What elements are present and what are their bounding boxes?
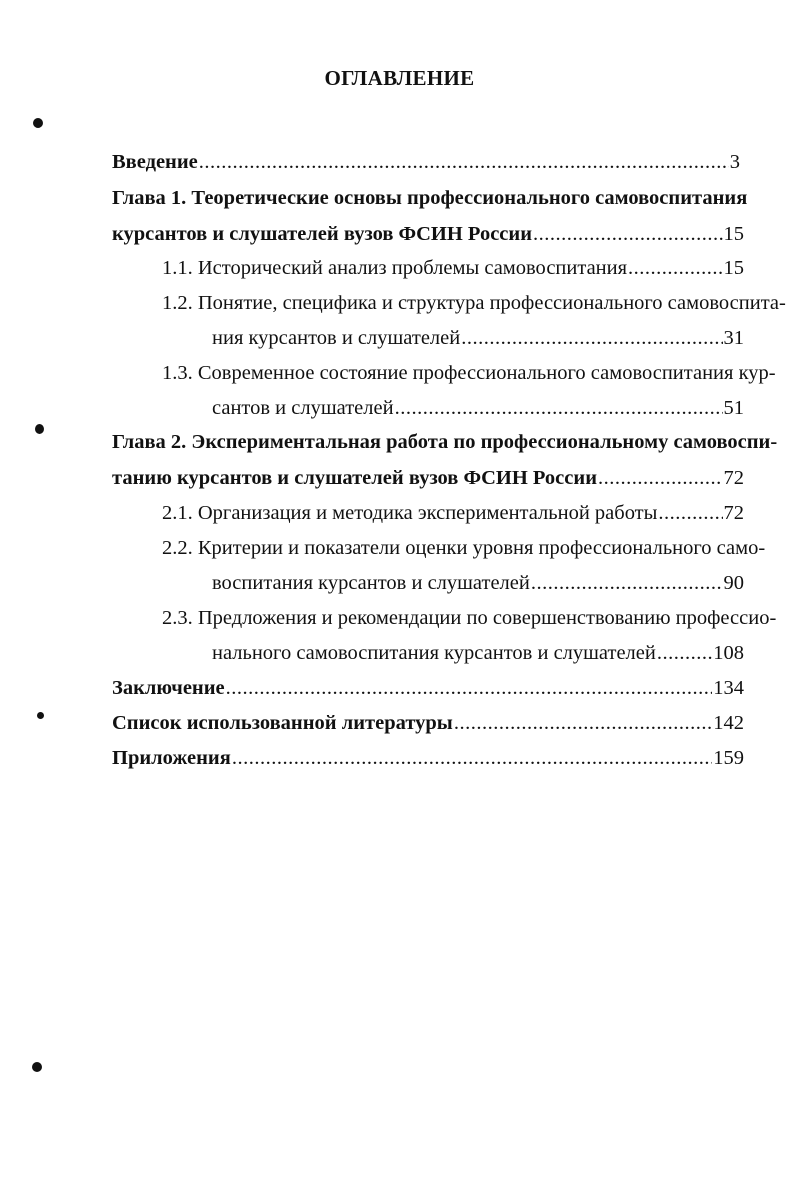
toc-entry-section-2-3[interactable] [212,639,744,667]
scan-mark [37,712,44,719]
toc-entry-chapter-2[interactable] [112,464,744,492]
toc-entry-intro[interactable] [112,148,740,176]
toc-entry-text: сантов и слушателей [212,397,394,419]
toc-entry-references[interactable] [112,709,744,737]
scan-mark [33,118,43,128]
toc-chapter-1-title[interactable]: Глава 1. Теоретические основы профессионального самовоспитания [112,187,748,209]
page-title: ОГЛАВЛЕНИЕ [324,66,475,90]
toc-entry-section-1-2[interactable] [212,324,744,352]
toc-entry-appendices[interactable] [112,744,744,772]
toc-page-number: 134 [713,677,744,699]
toc-entry-text: танию курсантов и слушателей вузов ФСИН России [112,467,598,489]
toc-entry-text: воспитания курсантов и слушателей [212,572,530,594]
toc-page-number: 31 [723,327,744,349]
toc-page-number: 72 [723,467,744,489]
toc-entry-text: ния курсантов и слушателей [212,327,461,349]
toc-leader-dots [628,254,722,282]
toc-entry-text: Введение [112,151,198,173]
toc-leader-dots [454,709,712,737]
toc-page-number: 108 [713,642,744,664]
scan-mark [35,424,44,434]
toc-page-number: 72 [723,502,744,524]
toc-section-1-2-title[interactable]: 1.2. Понятие, специфика и структура профессионального самовоспита- [162,292,786,314]
toc-chapter-2-title[interactable]: Глава 2. Экспериментальная работа по профессиональному самовоспи- [112,431,778,453]
toc-leader-dots [461,324,722,352]
toc-page-number: 90 [723,572,744,594]
toc-entry-text: Заключение [112,677,225,699]
toc-leader-dots [199,148,729,176]
toc-entry-text: нального самовоспитания курсантов и слушателей [212,642,656,664]
toc-entry-section-1-3[interactable] [212,394,744,422]
toc-leader-dots [533,220,722,248]
toc-section-2-2-title[interactable]: 2.2. Критерии и показатели оценки уровня профессионального само- [162,537,766,559]
toc-leader-dots [232,744,712,772]
toc-page-number: 15 [723,223,744,245]
toc-section-2-3-title[interactable]: 2.3. Предложения и рекомендации по совершенствованию профессио- [162,607,777,629]
toc-entry-text: Приложения [112,747,231,769]
toc-entry-section-2-1[interactable] [162,499,744,527]
toc-leader-dots [598,464,722,492]
toc-page-number: 3 [729,151,740,173]
toc-section-1-3-title[interactable]: 1.3. Современное состояние профессионального самовоспитания кур- [162,362,776,384]
toc-entry-section-2-2[interactable] [212,569,744,597]
toc-leader-dots [395,394,723,422]
toc-page-number: 51 [723,397,744,419]
toc-page-number: 159 [713,747,744,769]
toc-leader-dots [531,569,723,597]
toc-leader-dots [658,499,722,527]
toc-leader-dots [657,639,712,667]
toc-entry-section-1-1[interactable] [162,254,744,282]
toc-entry-conclusion[interactable] [112,674,744,702]
toc-entry-text: Список использованной литературы [112,712,453,734]
toc-entry-text: 2.1. Организация и методика экспериментальной работы [162,502,658,524]
toc-entry-chapter-1[interactable] [112,220,744,248]
scan-mark [32,1062,42,1072]
toc-page-number: 15 [723,257,744,279]
toc-entry-text: 1.1. Исторический анализ проблемы самовоспитания [162,257,628,279]
toc-entry-text: курсантов и слушателей вузов ФСИН России [112,223,533,245]
toc-page-number: 142 [713,712,744,734]
toc-leader-dots [226,674,713,702]
